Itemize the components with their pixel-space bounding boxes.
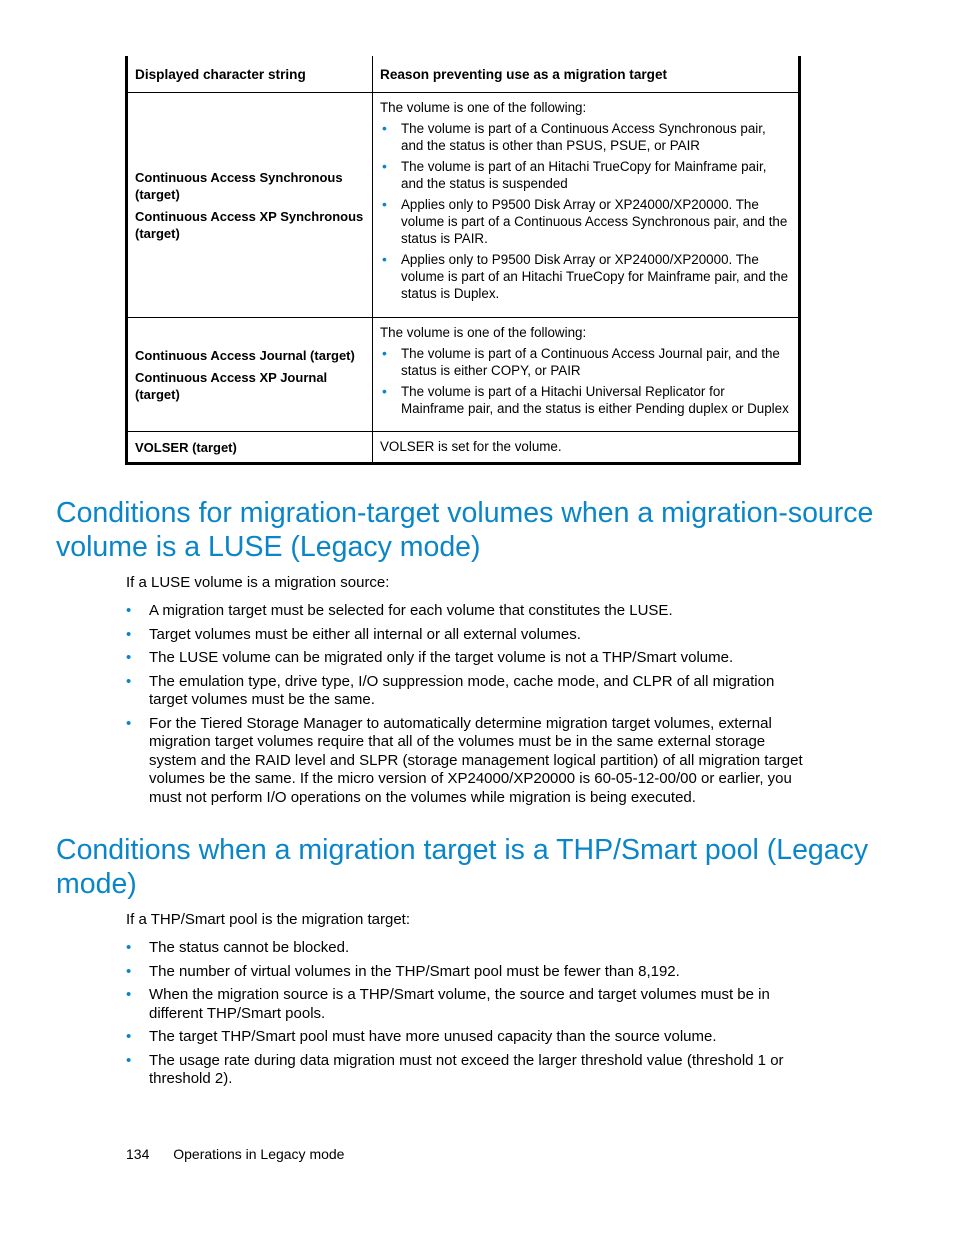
cell-bullet-list [380,345,791,417]
page-number: 134 [126,1146,150,1162]
table-cell-reason [373,318,800,432]
list-item: • The number of virtual volumes in the THP/Smart pool must be fewer than 8,192. [126,963,806,982]
cell-text: Continuous Access XP Synchronous (target) [135,208,364,241]
list-item: • The volume is part of a Continuous Access Journal pair, and the status is either COPY, or PAIR [380,345,791,379]
list-item: • Applies only to P9500 Disk Array or XP24000/XP20000. The volume is part of a Continuous Access Synchronous pair, and the status is PAIR. [380,196,791,247]
table-cell-reason [373,93,800,318]
table-cell-label [127,93,373,318]
list-item: • The volume is part of a Hitachi Universal Replicator for Mainframe pair, and the status is either Pending duplex or Duplex [380,383,791,417]
migration-target-table [125,56,801,465]
list-item: • The volume is part of an Hitachi TrueCopy for Mainframe pair, and the status is suspended [380,158,791,192]
table-cell-reason [373,432,800,464]
page-footer [126,1145,344,1163]
table-row [127,432,800,464]
cell-text: VOLSER is set for the volume. [380,439,562,454]
cell-intro: The volume is one of the following: [380,325,587,340]
table-header-cell: Displayed character string [127,56,373,93]
cell-text: Continuous Access Synchronous (target) [135,169,343,202]
list-item: • Applies only to P9500 Disk Array or XP24000/XP20000. The volume is part of an Hitachi TrueCopy for Mainframe pair, and the status is Duplex. [380,251,791,302]
list-item: • The target THP/Smart pool must have more unused capacity than the source volume. [126,1028,806,1047]
list-item: • The emulation type, drive type, I/O suppression mode, cache mode, and CLPR of all migration target volumes must be the same. [126,673,806,710]
list-item: • A migration target must be selected for each volume that constitutes the LUSE. [126,602,806,621]
section-bullet-list [126,602,806,812]
list-item: • The status cannot be blocked. [126,939,806,958]
section-heading: Conditions for migration-target volumes when a migration-source volume is a LUSE (Legacy mode) [56,497,874,563]
section-intro: If a THP/Smart pool is the migration target: [126,911,411,928]
list-item: • The volume is part of a Continuous Access Synchronous pair, and the status is other than PSUS, PSUE, or PAIR [380,120,791,154]
cell-bullet-list [380,120,791,302]
section-intro: If a LUSE volume is a migration source: [126,574,390,591]
table-row [127,93,800,318]
footer-section-title: Operations in Legacy mode [173,1146,345,1162]
table-header-cell: Reason preventing use as a migration target [373,56,800,93]
list-item: • For the Tiered Storage Manager to automatically determine migration target volumes, external migration target volumes require that all of the volumes must be in the same external storage system and the RAID level and SLPR (storage management logical partition) of all migration target volumes be the same. If the micro version of XP24000/XP20000 is 60-05-12-00/00 or earlier, you must not perform I/O operations on the volumes while migration is being executed. [126,715,806,808]
cell-intro: The volume is one of the following: [380,100,587,115]
list-item: • Target volumes must be either all internal or all external volumes. [126,626,806,645]
list-item: • The LUSE volume can be migrated only if the target volume is not a THP/Smart volume. [126,649,806,668]
table-cell-label [127,318,373,432]
cell-text: Continuous Access Journal (target) [135,347,355,363]
cell-text: Continuous Access XP Journal (target) [135,369,328,402]
section-bullet-list [126,939,806,1094]
list-item: • When the migration source is a THP/Smart volume, the source and target volumes must be in different THP/Smart pools. [126,986,806,1023]
section-heading: Conditions when a migration target is a THP/Smart pool (Legacy mode) [56,834,869,900]
table-header-row [127,56,800,93]
cell-text: VOLSER (target) [135,439,237,455]
table-cell-label [127,432,373,464]
table-row [127,318,800,432]
list-item: • The usage rate during data migration must not exceed the larger threshold value (threshold 1 or threshold 2). [126,1052,806,1089]
